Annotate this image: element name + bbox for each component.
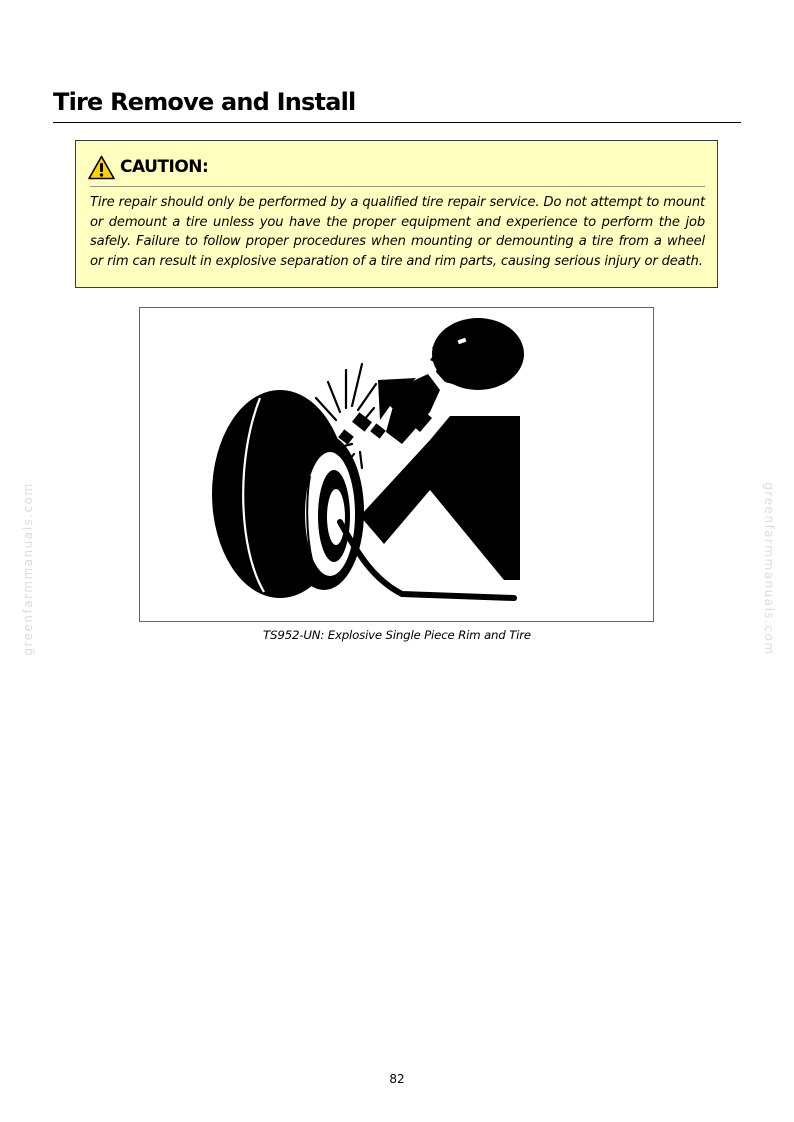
page-title: Tire Remove and Install [53, 88, 356, 116]
figure-caption: TS952-UN: Explosive Single Piece Rim and Tire [263, 628, 531, 642]
warning-triangle-icon [88, 155, 115, 180]
caution-text: Tire repair should only be performed by a qualified tire repair service. Do not attempt to mount or demount a tire unless you have the proper equipment and experience to perform the job safely. Failure to follow proper procedures when mounting or demounting a tire from a wheel or rim can result in explosive separation of a tire and rim parts, causing serious injury or death. [90, 195, 705, 269]
caution-divider [90, 186, 705, 187]
caution-header [88, 153, 208, 181]
page-number: 82 [389, 1072, 405, 1086]
person-silhouette [360, 318, 524, 580]
figure-frame [139, 307, 654, 622]
title-divider [53, 122, 741, 123]
explosive-rim-tire-illustration [140, 308, 652, 620]
caution-box [75, 140, 718, 288]
caution-label: CAUTION: [120, 157, 209, 177]
watermark-right: greenfarmmanuals.com [762, 482, 776, 656]
watermark-left: greenfarmmanuals.com [21, 482, 35, 656]
